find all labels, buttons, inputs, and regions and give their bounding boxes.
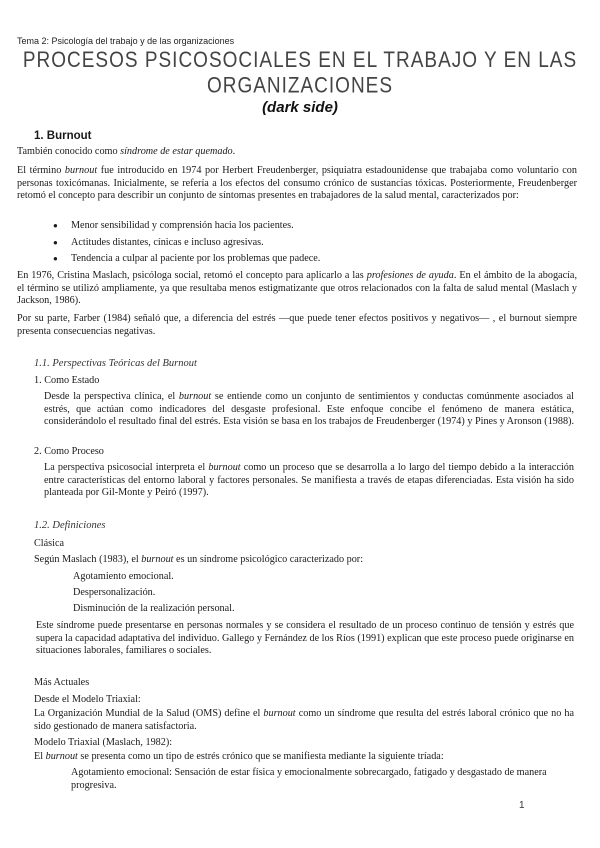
paragraph-sindrome: Este síndrome puede presentarse en personas normales y se considera el resultado de un proceso continuo de tensión y estrés que supera la capacidad adaptativa del individuo. Gallego y Fernández de los Ríos (1991) explican que este proceso puede originarse en situaciones laborales, familiares o sociales. [36, 620, 574, 657]
label-mas-actuales: Más Actuales [34, 677, 90, 688]
section-heading-burnout: 1. Burnout [34, 130, 92, 142]
running-header: Tema 2: Psicología del trabajo y de las organizaciones [17, 36, 235, 46]
paragraph-proceso: La perspectiva psicosocial interpreta el burnout como un proceso que se desarrolla a lo largo del tiempo debido a la interacción entre características del entorno laboral y factores personales. Se manifiesta a través de etapas diferenciadas. Esta visión ha sido planteada por Gil-Monte y Peiró (1997). [44, 462, 574, 499]
list-label-estado: 1. Como Estado [34, 375, 100, 386]
paragraph-oms: La Organización Mundial de la Salud (OMS) define el burnout como un síndrome que resulta del estrés laboral crónico que no ha sido gestionado de manera satisfactoria. [34, 708, 574, 732]
label-clasica: Clásica [34, 538, 64, 549]
bullet-item: ● Tendencia a culpar al paciente por los problemas que padece. [53, 253, 321, 264]
bullet-item: ● Menor sensibilidad y comprensión hacia los pacientes. [53, 220, 294, 231]
paragraph-origin: El término burnout fue introducido en 1974 por Herbert Freudenberger, psiquiatra estadounidense que trabajaba como voluntario con personas toxicómanas. Inicialmente, se refería a los efectos del consumo crónico de sustancias tóxicas. Posteriormente, Freudenberger retomó el concepto para describir un conjunto de síntomas presentes en trabajadores de la salud mental, caracterizados por: [17, 165, 577, 202]
label-modelo-triaxial: Modelo Triaxial (Maslach, 1982): [34, 737, 173, 748]
paragraph-farber: Por su parte, Farber (1984) señaló que, a diferencia del estrés —que puede tener efectos positivos y negativos— , el burnout siempre presenta consecuencias negativas. [17, 313, 577, 337]
label-triaxial: Desde el Modelo Triaxial: [34, 694, 141, 705]
definition-item: Agotamiento emocional. [73, 571, 174, 582]
definition-item: Disminución de la realización personal. [73, 603, 235, 614]
document-subtitle: (dark side) [262, 99, 338, 116]
paragraph-maslach: En 1976, Cristina Maslach, psicóloga social, retomó el concepto para aplicarlo a las profesiones de ayuda. En el ámbito de la abogacía, el término se utilizó ampliamente, ya que resultaba menos estigmatizante que otros relacionados con la falta de salud mental (Maslach y Jackson, 1986). [17, 270, 577, 307]
paragraph-maslach-1983: Según Maslach (1983), el burnout es un síndrome psicológico caracterizado por: [34, 554, 364, 565]
intro-line: También conocido como síndrome de estar quemado. [17, 146, 236, 157]
list-label-proceso: 2. Como Proceso [34, 446, 104, 457]
subsection-heading-perspectivas: 1.1. Perspectivas Teóricas del Burnout [34, 358, 197, 369]
definition-item: Despersonalización. [73, 587, 156, 598]
bullet-item: ● Actitudes distantes, cínicas e incluso agresivas. [53, 237, 264, 248]
page-number: 1 [519, 800, 525, 811]
paragraph-agotamiento: Agotamiento emocional: Sensación de estar física y emocionalmente sobrecargado, fatigado y desgastado de manera progresiva. [71, 767, 547, 791]
paragraph-estado: Desde la perspectiva clínica, el burnout se entiende como un conjunto de sentimientos y conductas comúnmente asociados al estrés, que actúan como indicadores del desgaste profesional. Este enfoque concibe el fenómeno de manera estática, considerándolo el resultado final del estrés. Esta visión se basa en los trabajos de Freudenberger (1974) y Pines y Aronson (1988). [44, 391, 575, 428]
paragraph-triada: El burnout se presenta como un tipo de estrés crónico que se manifiesta mediante la siguiente tríada: [34, 751, 444, 762]
subsection-heading-definiciones: 1.2. Definiciones [34, 520, 106, 531]
document-title: PROCESOS PSICOSOCIALES EN EL TRABAJO Y EN LAS ORGANIZACIONES [22, 48, 578, 99]
